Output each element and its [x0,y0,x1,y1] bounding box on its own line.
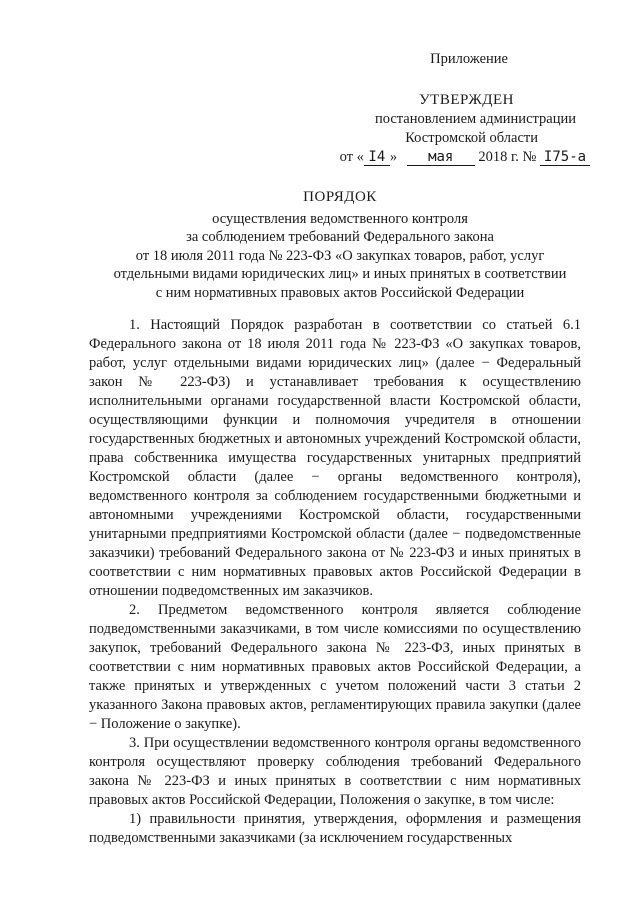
document-body [89,316,581,848]
date-close: » [389,149,398,165]
document-title-block [60,188,620,302]
decree-number: I75-а [540,149,590,166]
title-line: отдельными видами юридических лиц» и иных принятых в соответствии [113,266,567,282]
title-line: за соблюдением требований Федерального закона [186,229,494,245]
title-line: осуществления ведомственного контроля [212,210,468,227]
paragraph-3: 3. При осуществлении ведомственного контроля органы ведомственного контроля осуществляют проверку соблюдения требований Федерального закона № 223-ФЗ и иных принятых в соответствии с ним нормативных правовых актов Российской Федерации, Положения о закупке, в том числе: [89,735,581,808]
decree-year: 2018 г. № [478,149,537,165]
region-line: Костромской области [405,130,538,146]
title-line: от 18 июля 2011 года № 223-ФЗ «О закупках товаров, работ, услуг [135,247,545,264]
decree-month: мая [407,149,475,166]
paragraph-1: 1. Настоящий Порядок разработан в соответствии со статьей 6.1 Федерального закона от 18 июля 2011 года № 223-ФЗ «О закупках товаров, работ, услуг отдельными видами юридических лиц» (далее − Федеральный закон № 223-ФЗ) и устанавливает требования к осуществлению исполнительными органами государственной власти Костромской области, осуществляющими функции и полномочия учредителя в отношении государственных бюджетных и автономных учреждений Костромской области, права собственника имущества государственных унитарных предприятий Костромской области (далее − органы ведомственного контроля), ведомственного контроля за соблюдением государственными бюджетными и автономными учреждениями Костромской области, государственными унитарными предприятиями Костромской области (далее − подведомственные заказчики) требований Федерального закона от № 223-ФЗ и иных принятых в соответствии с ним нормативных правовых актов Российской Федерации в отношении подведомственных им заказчиков. [89,317,581,599]
approved-label: УТВЕРЖДЕН [419,92,514,108]
document-heading: ПОРЯДОК [303,189,377,205]
paragraph-3-item-1: 1) правильности принятия, утверждения, оформления и размещения подведомственными заказчиками (за исключением государственных [89,811,581,846]
decree-line: постановлением администрации [374,111,576,127]
decree-day: I4 [364,149,390,166]
decree-date-line [340,148,590,167]
appendix-label: Приложение [430,51,508,67]
paragraph-2: 2. Предметом ведомственного контроля является соблюдение подведомственными заказчиками, в том числе комиссиями по осуществлению закупок, требований Федерального закона № 223-ФЗ, иных принятых в соответствии с ним нормативных правовых актов Российской Федерации, а также принятых и утвержденных с учетом положений части 3 статьи 2 указанного Закона правовых актов, регламентирующих правила закупки (далее − Положение о закупке). [89,602,581,732]
title-line: с ним нормативных правовых актов Российской Федерации [155,284,525,301]
date-prefix: от « [339,149,364,165]
